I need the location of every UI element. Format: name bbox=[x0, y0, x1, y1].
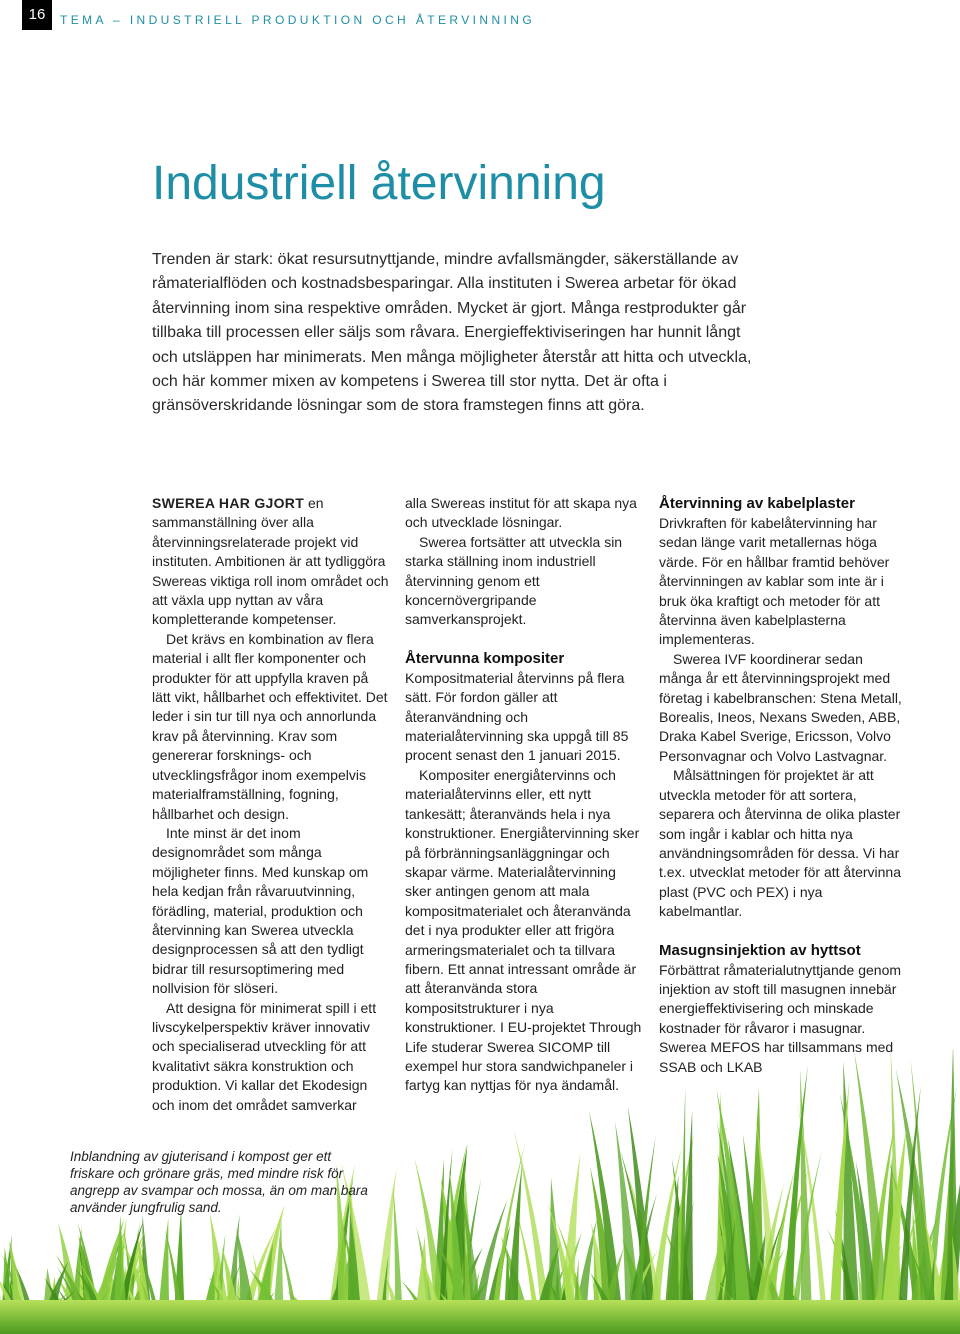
col1-paragraph-3: Inte minst är det inom designområdet som många möjligheter finns. Med kunskap om hela kedjan från råvaruutvinning, förädling, material, produktion och återvinning kan Swerea utveckla designprocessen så att den tydligt bidrar till resursoptimering med nollvision för slöseri. bbox=[152, 824, 369, 997]
column-2 bbox=[405, 494, 643, 1096]
column-3 bbox=[659, 494, 903, 1077]
col1-paragraph-4: Att designa för minimerat spill i ett livscykelperspektiv kräver innovativ och specialiserad utveckling för att kvalitativt säkra konstruktion och produktion. Vi kallar det Ekodesign och inom det området samverkar bbox=[152, 999, 377, 1113]
col1-paragraph-1 bbox=[152, 494, 390, 630]
col3-paragraph-1: Drivkraften för kabelåtervinning har sedan länge varit metallernas höga värde. För en hållbar framtid behöver återvinningen av kablar som inte är i bruk öka kraftigt och metoder för att återvinna även kabelplasterna implementeras. bbox=[659, 515, 890, 648]
page-number: 16 bbox=[22, 0, 52, 30]
caption-text: Inblandning av gjuterisand i kompost ger ett friskare och grönare gräs, med mindre risk för angrepp av svampar och mossa, än om man bara använder jungfrulig sand. bbox=[70, 1149, 368, 1215]
image-caption bbox=[70, 1148, 370, 1216]
col1-p1-text: en sammanställning över alla återvinningsrelaterade projekt vid instituten. Ambitionen är att tydliggöra Swereas viktiga roll inom området och att växla upp nyttan av våra kompletterande kompetenser. bbox=[152, 495, 389, 628]
col3-paragraph-2: Swerea IVF koordinerar sedan många år ett återvinningsprojekt med företag i kabelbranschen: Stena Metall, Borealis, Ineos, Nexans Sweden, ABB, Draka Kabel Sverige, Ericsson, Volvo Personvagnar och Volvo Lastvagnar. bbox=[659, 650, 902, 764]
col1-paragraph-2: Det krävs en kombination av flera material i allt fler komponenter och produkter för att uppfylla kraven på lätt vikt, hållbarhet och effektivitet. Det leder i sin tur till nya och annorlunda krav på återvinning. Krav som genererar forsknings- och utvecklingsfrågor inom exempelvis materialframställning, fogning, hållbarhet och design. bbox=[152, 630, 388, 822]
running-head: TEMA – INDUSTRIELL PRODUKTION OCH ÅTERVINNING bbox=[60, 13, 536, 27]
article-lead bbox=[152, 248, 752, 419]
col2-paragraph-4: Kompositer energiåtervinns och materialåtervinns eller, ett nytt tankesätt; återanvänds hela i nya konstruktioner. Energiåtervinning sker på förbränningsanläggningar och skapar värme. Materialåtervinning sker antingen genom att mala kompositmaterialet och återanvända det i nya produkter eller att frigöra armeringsmaterialet och ta tillvara fibern. Ett annat intressant område är att återanvända stora kompositstrukturer i nya konstruktioner. I EU-projektet Through Life studerar Swerea SICOMP till exempel hur stora sandwichpaneler i fartyg kan nyttjas för nya ändamål. bbox=[405, 766, 642, 1094]
section-heading-kompositer: Återvunna kompositer bbox=[405, 649, 565, 667]
section-heading-kabelplaster: Återvinning av kabelplaster bbox=[659, 495, 855, 512]
col2-paragraph-1: alla Swereas institut för att skapa nya och utvecklade lösningar. bbox=[405, 495, 637, 531]
col2-paragraph-2: Swerea fortsätter att utveckla sin starka ställning inom industriell återvinning genom ett koncernövergripande samverkansprojekt. bbox=[405, 533, 623, 628]
column-1 bbox=[152, 494, 390, 1115]
article-title: Industriell återvinning bbox=[152, 157, 606, 210]
runin-heading: SWEREA HAR GJORT bbox=[152, 495, 305, 511]
section-heading-masugnsinjektion: Masugnsinjektion av hyttsot bbox=[659, 941, 861, 959]
col2-paragraph-3: Kompositmaterial återvinns på flera sätt. För fordon gäller att återanvändning och materialåtervinning ska uppgå till 85 procent senast den 1 januari 2015. bbox=[405, 669, 629, 764]
lead-paragraph: Trenden är stark: ökat resursutnyttjande, mindre avfallsmängder, säkerställande av råmaterialflöden och kostnadsbesparingar. Alla instituten i Swerea arbetar för ökad återvinning inom sina respektive områden. Mycket är gjort. Många restprodukter går tillbaka till processen eller säljs som råvara. Energieffektiviseringen har hunnit långt och utsläppen har minimerats. Men många möjligheter återstår att hitta och utveckla, och här kommer mixen av kompetens i Swerea till stor nytta. Det är ofta i gränsöverskridande lösningar som de stora framstegen finns att göra. bbox=[152, 251, 752, 415]
col3-paragraph-4: Förbättrat råmaterialutnyttjande genom injektion av stoft till masugnen innebär energieffektivisering och minskade kostnader för råvaror i masugnar. Swerea MEFOS har tillsammans med SSAB och LKAB bbox=[659, 961, 902, 1075]
col3-paragraph-3: Målsättningen för projektet är att utveckla metoder för att sortera, separera och återvinna de olika plaster som ingår i kablar och hitta nya användningsområden för dessa. Vi har t.ex. utvecklat metoder för att återvinna plast (PVC och PEX) i nya kabelmantlar. bbox=[659, 767, 902, 920]
